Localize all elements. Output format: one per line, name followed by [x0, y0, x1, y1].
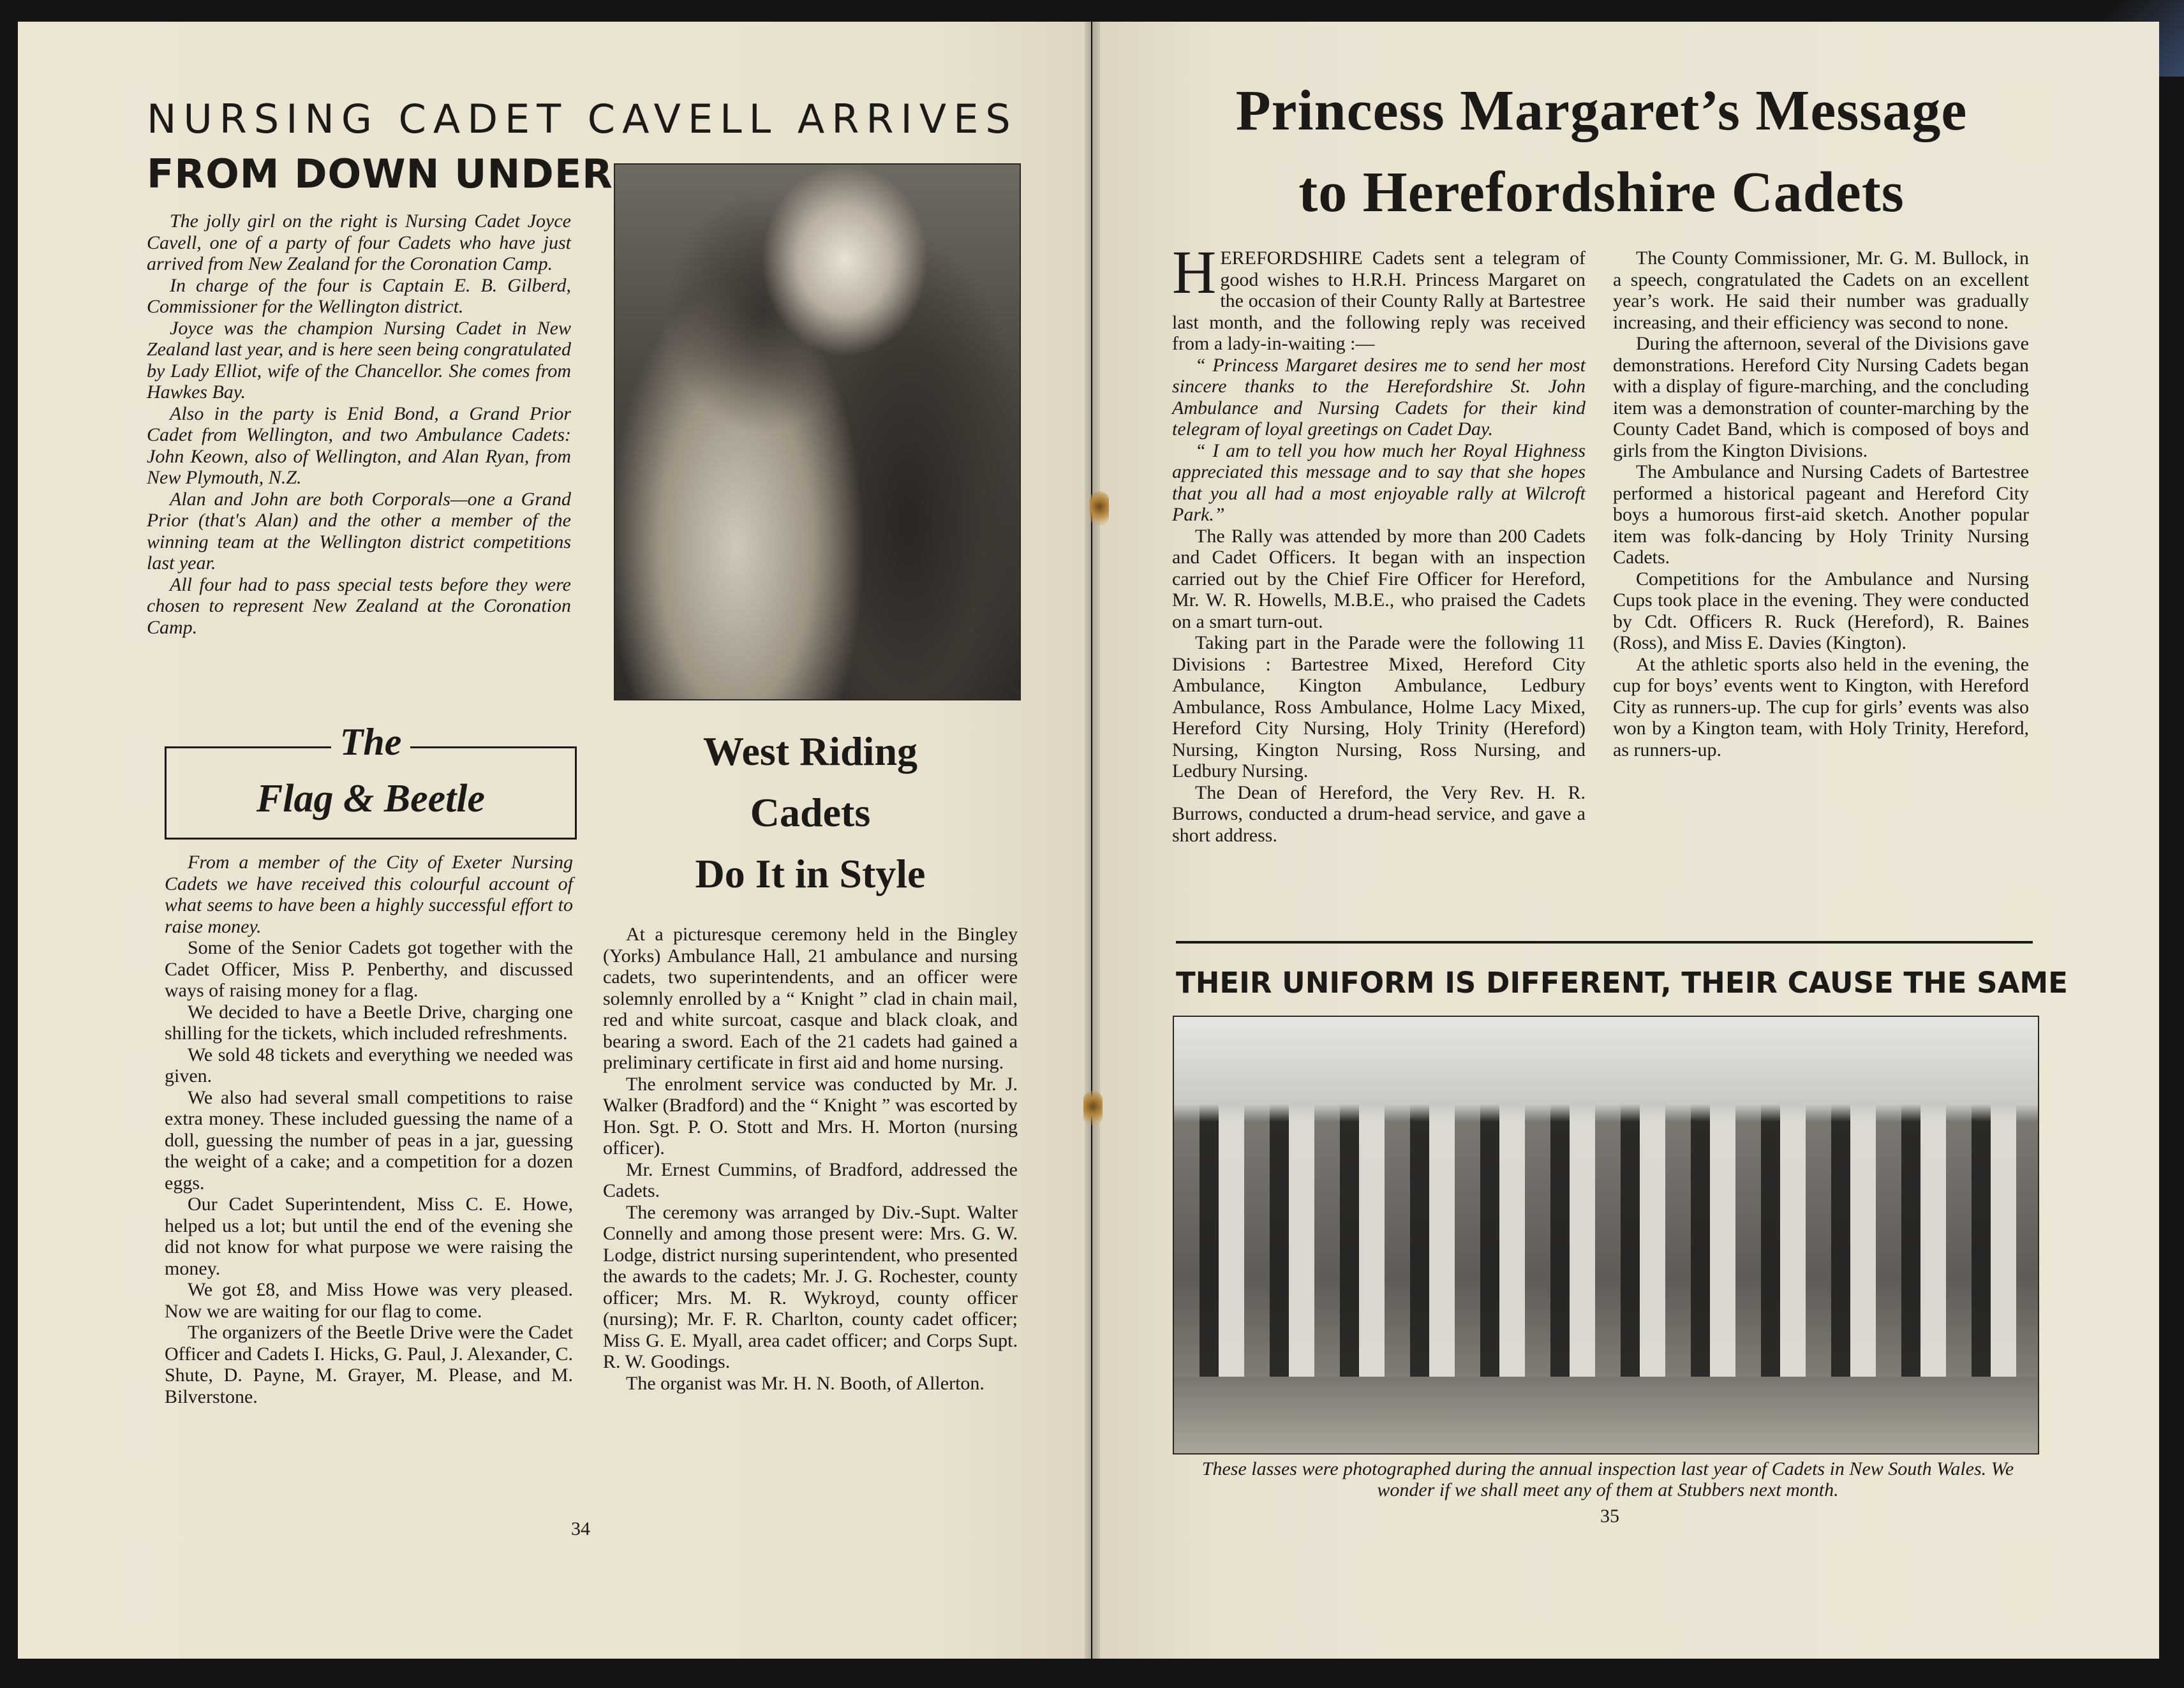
- cavell-paragraph: Joyce was the champion Nursing Cadet in New Zealand last year, and is here seen being congratulated by Lady Elliot, wife of the Chancellor. She comes from Hawkes Bay.: [147, 317, 571, 403]
- pm-paragraph: Competitions for the Ambulance and Nursing Cups took place in the evening. They were conducted by Cdt. Officers R. Ruck (Hereford), R. Baines (Ross), and Miss E. Davies (Kington).: [1613, 568, 2029, 653]
- flag-paragraph: We also had several small competitions to raise extra money. These included guessing the name of a doll, guessing the number of peas in a jar, guessing the weight of a cake; and a competition for a dozen eggs.: [165, 1086, 573, 1194]
- princess-margaret-column-2: [1613, 248, 2029, 760]
- page-number-left: 34: [571, 1518, 590, 1539]
- west-riding-headline: [603, 721, 1018, 905]
- west-riding-headline-line: Cadets: [750, 790, 871, 835]
- drop-cap: H: [1172, 238, 1217, 306]
- flag-paragraph: We got £8, and Miss Howe was very pleased. Now we are waiting for our flag to come.: [165, 1279, 573, 1322]
- staple-top: [1090, 491, 1109, 526]
- flag-box-the: The: [331, 721, 411, 763]
- flag-paragraph: The organizers of the Beetle Drive were the Cadet Officer and Cadets I. Hicks, G. Paul, J. Alexander, C. Shute, D. Payne, M. Grayer, M. Please, and M. Bilverstone.: [165, 1322, 573, 1407]
- west-riding-paragraph: The enrolment service was conducted by Mr. J. Walker (Bradford) and the “ Knight ” was escorted by Hon. Sgt. P. O. Stott and Mrs. H. Morton (nursing officer).: [603, 1073, 1018, 1159]
- pm-paragraph: The Rally was attended by more than 200 Cadets and Cadet Officers. It began with an inspection carried out by the Chief Fire Officer for Hereford, Mr. W. R. Howells, M.B.E., who praised the Cadets on a smart turn-out.: [1172, 525, 1586, 632]
- pm-paragraph: The Dean of Hereford, the Very Rev. H. R. Burrows, conducted a drum-head service, and gave a short address.: [1172, 781, 1586, 846]
- cavell-paragraph: In charge of the four is Captain E. B. Gilberd, Commissioner for the Wellington district.: [147, 274, 571, 317]
- cavell-photo: [614, 163, 1021, 700]
- cavell-article-text: [147, 211, 571, 638]
- cavell-headline-line2: FROM DOWN UNDER: [147, 151, 613, 197]
- pm-paragraph: Taking part in the Parade were the following 11 Divisions : Bartestree Mixed, Hereford City Ambulance, Kington Ambulance, Ledbury Ambulance, Ross Ambulance, Holme Lacy Mixed, Hereford City Nursing, Holy Trinity (Hereford) Nursing, Kington Nursing, Ross Nursing, and Ledbury Nursing.: [1172, 632, 1586, 781]
- binding-gutter: [1085, 22, 1100, 1659]
- cavell-headline-line1: NURSING CADET CAVELL ARRIVES: [147, 96, 1018, 142]
- staple-bottom: [1083, 1091, 1103, 1125]
- uniform-headline: THEIR UNIFORM IS DIFFERENT, THEIR CAUSE THE SAME: [1176, 966, 2068, 1000]
- pm-paragraph: The County Commissioner, Mr. G. M. Bullock, in a speech, congratulated the Cadets on an excellent year’s work. He said their number was gradually increasing, and their efficiency was second to none.: [1613, 248, 2029, 333]
- west-riding-paragraph: The ceremony was arranged by Div.-Supt. Walter Connelly and among those present were: Mrs. G. W. Lodge, district nursing superintendent, who presented the awards to the cadets; Mr. J. G. Rochester, county officer; Mrs. M. R. Wykroyd, county officer (nursing); Mr. F. R. Charlton, county cadet officer; Miss G. E. Myall, area cadet officer; and Corps Supt. R. W. Goodings.: [603, 1201, 1018, 1372]
- west-riding-paragraph: Mr. Ernest Cummins, of Bradford, addressed the Cadets.: [603, 1159, 1018, 1201]
- flag-article-text: [165, 852, 573, 1407]
- princess-margaret-headline: [1161, 70, 2042, 233]
- flag-paragraph: Our Cadet Superintendent, Miss C. E. Howe, helped us a lot; but until the end of the evening she did not know for what purpose we were raising the money.: [165, 1194, 573, 1279]
- west-riding-headline-line: Do It in Style: [695, 851, 926, 896]
- west-riding-paragraph: At a picturesque ceremony held in the Bingley (Yorks) Ambulance Hall, 21 ambulance and nursing cadets, two superintendents, and an officer were solemnly enrolled by a “ Knight ” clad in chain mail, red and white surcoat, casque and black cloak, and bearing a sword. Each of the 21 cadets had gained a preliminary certificate in first aid and home nursing.: [603, 924, 1018, 1073]
- pm-paragraph: The Ambulance and Nursing Cadets of Bartestree performed a historical pageant and Hereford City boys a humorous first-aid sketch. Another popular item was folk-dancing by Holy Trinity Nursing Cadets.: [1613, 461, 2029, 568]
- flag-beetle-title-box: [165, 721, 577, 840]
- pm-paragraph: During the afternoon, several of the Divisions gave demonstrations. Hereford City Nursing Cadets began with a display of figure-marching, and the concluding item was a demonstration of counter-marching by the County Cadet Band, which is composed of boys and girls from the Kington Divisions.: [1613, 333, 2029, 461]
- princess-margaret-headline-line2: to Herefordshire Cadets: [1298, 161, 1905, 224]
- flag-intro: From a member of the City of Exeter Nursing Cadets we have received this colourful account of what seems to have been a highly successful effort to raise money.: [165, 852, 573, 937]
- pm-quote: “ I am to tell you how much her Royal Highness appreciated this message and to say that she hopes that you all had a most enjoyable rally at Wilcroft Park.”: [1172, 440, 1586, 525]
- pm-quote: “ Princess Margaret desires me to send her most sincere thanks to the Herefordshire St. John Ambulance and Nursing Cadets for their kind telegram of loyal greetings on Cadet Day.: [1172, 354, 1586, 440]
- cavell-paragraph: Also in the party is Enid Bond, a Grand Prior Cadet from Wellington, and two Ambulance Cadets: John Keown, also of Wellington, and Alan Ryan, from New Plymouth, N.Z.: [147, 403, 571, 488]
- flag-paragraph: We sold 48 tickets and everything we needed was given.: [165, 1044, 573, 1086]
- west-riding-article-text: [603, 924, 1018, 1394]
- princess-margaret-headline-line1: Princess Margaret’s Message: [1235, 79, 1968, 142]
- cadets-inspection-photo: [1173, 1016, 2039, 1455]
- pm-opening-paragraph: EREFORDSHIRE Cadets sent a telegram of good wishes to H.R.H. Princess Margaret on the occasion of their County Rally at Bartestree last month, and the following reply was received from a lady-in-waiting :—: [1172, 248, 1586, 354]
- flag-paragraph: We decided to have a Beetle Drive, charging one shilling for the tickets, which included refreshments.: [165, 1001, 573, 1044]
- page-number-right: 35: [1600, 1506, 1619, 1527]
- cavell-paragraph: All four had to pass special tests before they were chosen to represent New Zealand at the Coronation Camp.: [147, 574, 571, 638]
- west-riding-paragraph: The organist was Mr. H. N. Booth, of Allerton.: [626, 1372, 984, 1394]
- princess-margaret-column-1: [1172, 238, 1586, 846]
- flag-paragraph: Some of the Senior Cadets got together with the Cadet Officer, Miss P. Penberthy, and discussed ways of raising money for a flag.: [165, 937, 573, 1001]
- photo-ground: [1174, 1377, 2038, 1453]
- section-divider-rule: [1176, 941, 2033, 944]
- photo-caption: These lasses were photographed during the annual inspection last year of Cadets in New South Wales. We wonder if we shall meet any of them at Stubbers next month.: [1201, 1458, 2014, 1500]
- flag-box-title: Flag & Beetle: [256, 777, 486, 820]
- west-riding-headline-line: West Riding: [702, 729, 918, 774]
- cavell-paragraph: Alan and John are both Corporals—one a Grand Prior (that's Alan) and the other a member of the winning team at the Wellington district competitions last year.: [147, 488, 571, 574]
- cavell-paragraph: The jolly girl on the right is Nursing Cadet Joyce Cavell, one of a party of four Cadets who have just arrived from New Zealand for the Coronation Camp.: [147, 211, 571, 274]
- pm-paragraph: At the athletic sports also held in the evening, the cup for boys’ events went to Kington, with Hereford City as runners-up. The cup for girls’ events was also won by a Kington team, with Holy Trinity, Hereford, as runners-up.: [1613, 653, 2029, 760]
